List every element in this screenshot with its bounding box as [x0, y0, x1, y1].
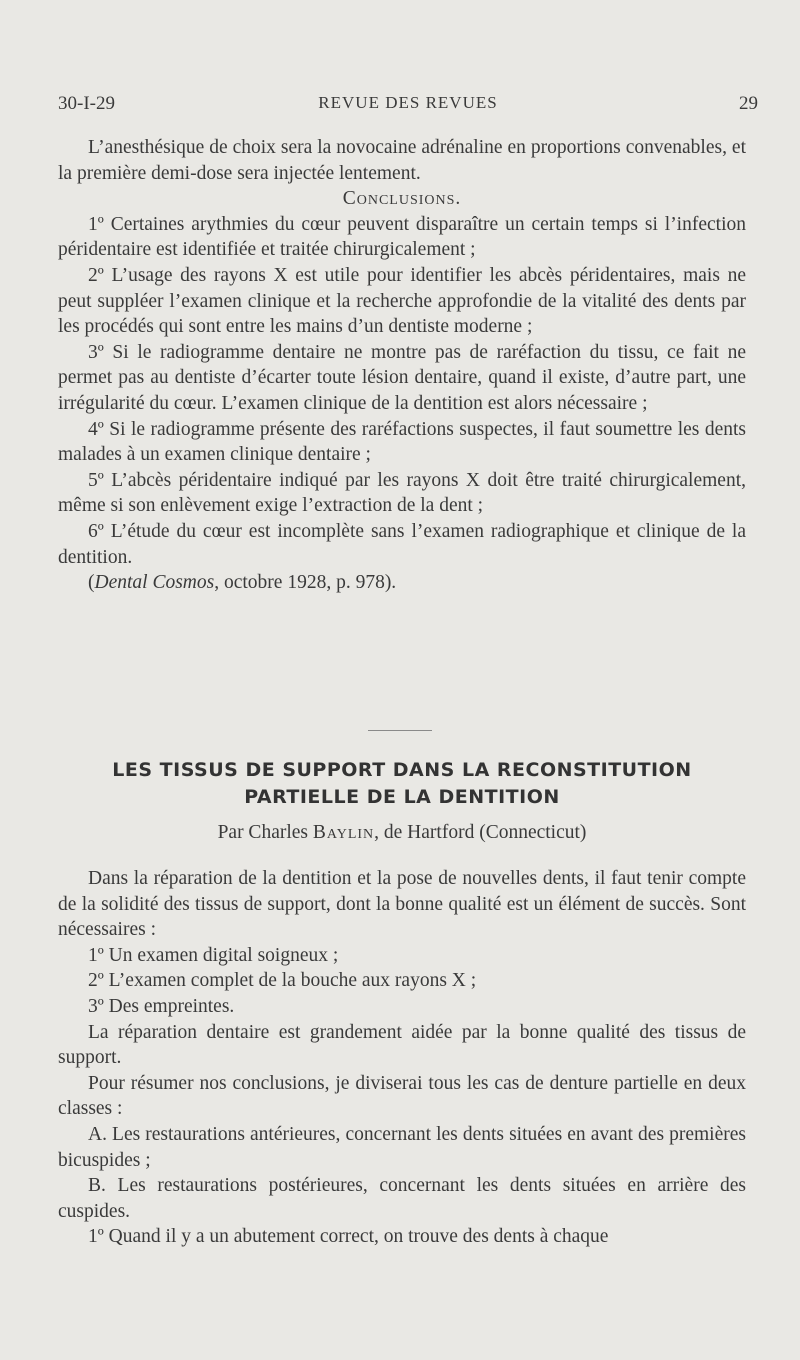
conclusion-item: 6º L’étude du cœur est incomplète sans l’examen radiographique et clinique de la dentition.: [58, 520, 746, 568]
article-title: [58, 757, 746, 811]
conclusion-item: 4º Si le radiogramme présente des raréfactions suspectes, il faut soumettre les dents malades à un examen clinique dentaire ;: [58, 418, 746, 466]
author-name: Baylin: [312, 822, 375, 843]
conclusion-item: 2º L’usage des rayons X est utile pour identifier les abcès péridentaires, mais ne peut suppléer l’examen clinique et la recherche approfondie de la vitalité des dents par les procédés qui sont entre les mains d’un dentiste moderne ;: [58, 264, 746, 338]
citation-source: Dental Cosmos: [94, 572, 215, 594]
article-title-line-2: PARTIELLE DE LA DENTITION: [244, 786, 560, 808]
citation-details: , octobre 1928, p. 978).: [214, 572, 397, 594]
conclusion-item: 1º Certaines arythmies du cœur peuvent disparaître un certain temps si l’infection péridentaire est identifiée et traitée chirurgicalement ;: [58, 213, 746, 261]
page-number: 29: [739, 93, 758, 114]
body-paragraph: B. Les restaurations postérieures, concernant les dents situées en arrière des cuspides.: [58, 1175, 746, 1222]
body-paragraph: Pour résumer nos conclusions, je diviserai tous les cas de denture partielle en deux classes :: [58, 1072, 746, 1120]
header-date: 30-I-29: [58, 93, 115, 114]
citation: (Dental Cosmos, octobre 1928, p. 978).: [88, 572, 397, 594]
conclusion-item: 5º L’abcès péridentaire indiqué par les rayons X doit être traité chirurgicalement, même si son enlèvement exige l’extraction de la dent ;: [58, 469, 746, 517]
body-paragraph: 3º Des empreintes.: [88, 995, 235, 1017]
header-journal-title: REVUE DES REVUES: [318, 93, 498, 112]
conclusions-heading: Conclusions.: [342, 188, 462, 210]
section-conclusions: [58, 135, 746, 596]
article-byline: [58, 822, 746, 844]
body-paragraph: La réparation dentaire est grandement aidée par la bonne qualité des tissus de support.: [58, 1021, 746, 1069]
body-paragraph: 1º Quand il y a un abutement correct, on trouve des dents à chaque: [88, 1226, 609, 1248]
article-title-line-1: LES TISSUS DE SUPPORT DANS LA RECONSTITUTION: [112, 759, 692, 781]
body-paragraph: Dans la réparation de la dentition et la pose de nouvelles dents, il faut tenir compte de la solidité des tissus de support, dont la bonne qualité est un élément de succès. Sont nécessaires :: [58, 868, 746, 941]
article-body: [58, 866, 746, 1250]
byline-suffix: , de Hartford (Connecticut): [374, 822, 587, 843]
body-paragraph: A. Les restaurations antérieures, concernant les dents situées en avant des premières bicuspides ;: [58, 1123, 746, 1171]
body-paragraph: 1º Un examen digital soigneux ;: [88, 944, 339, 966]
conclusion-item: 3º Si le radiogramme dentaire ne montre pas de raréfaction du tissu, ce fait ne permet pas au dentiste d’écarter toute lésion dentaire, quand il existe, d’autre part, une irrégularité du cœur. L’examen clinique de la dentition est alors nécessaire ;: [58, 341, 746, 414]
intro-paragraph: L’anesthésique de choix sera la novocaine adrénaline en proportions convenables, et la première demi-dose sera injectée lentement.: [58, 137, 746, 184]
byline-prefix: Par Charles: [217, 822, 313, 843]
section-divider: [368, 730, 432, 731]
running-header: [58, 93, 758, 125]
body-paragraph: 2º L’examen complet de la bouche aux rayons X ;: [88, 970, 477, 992]
